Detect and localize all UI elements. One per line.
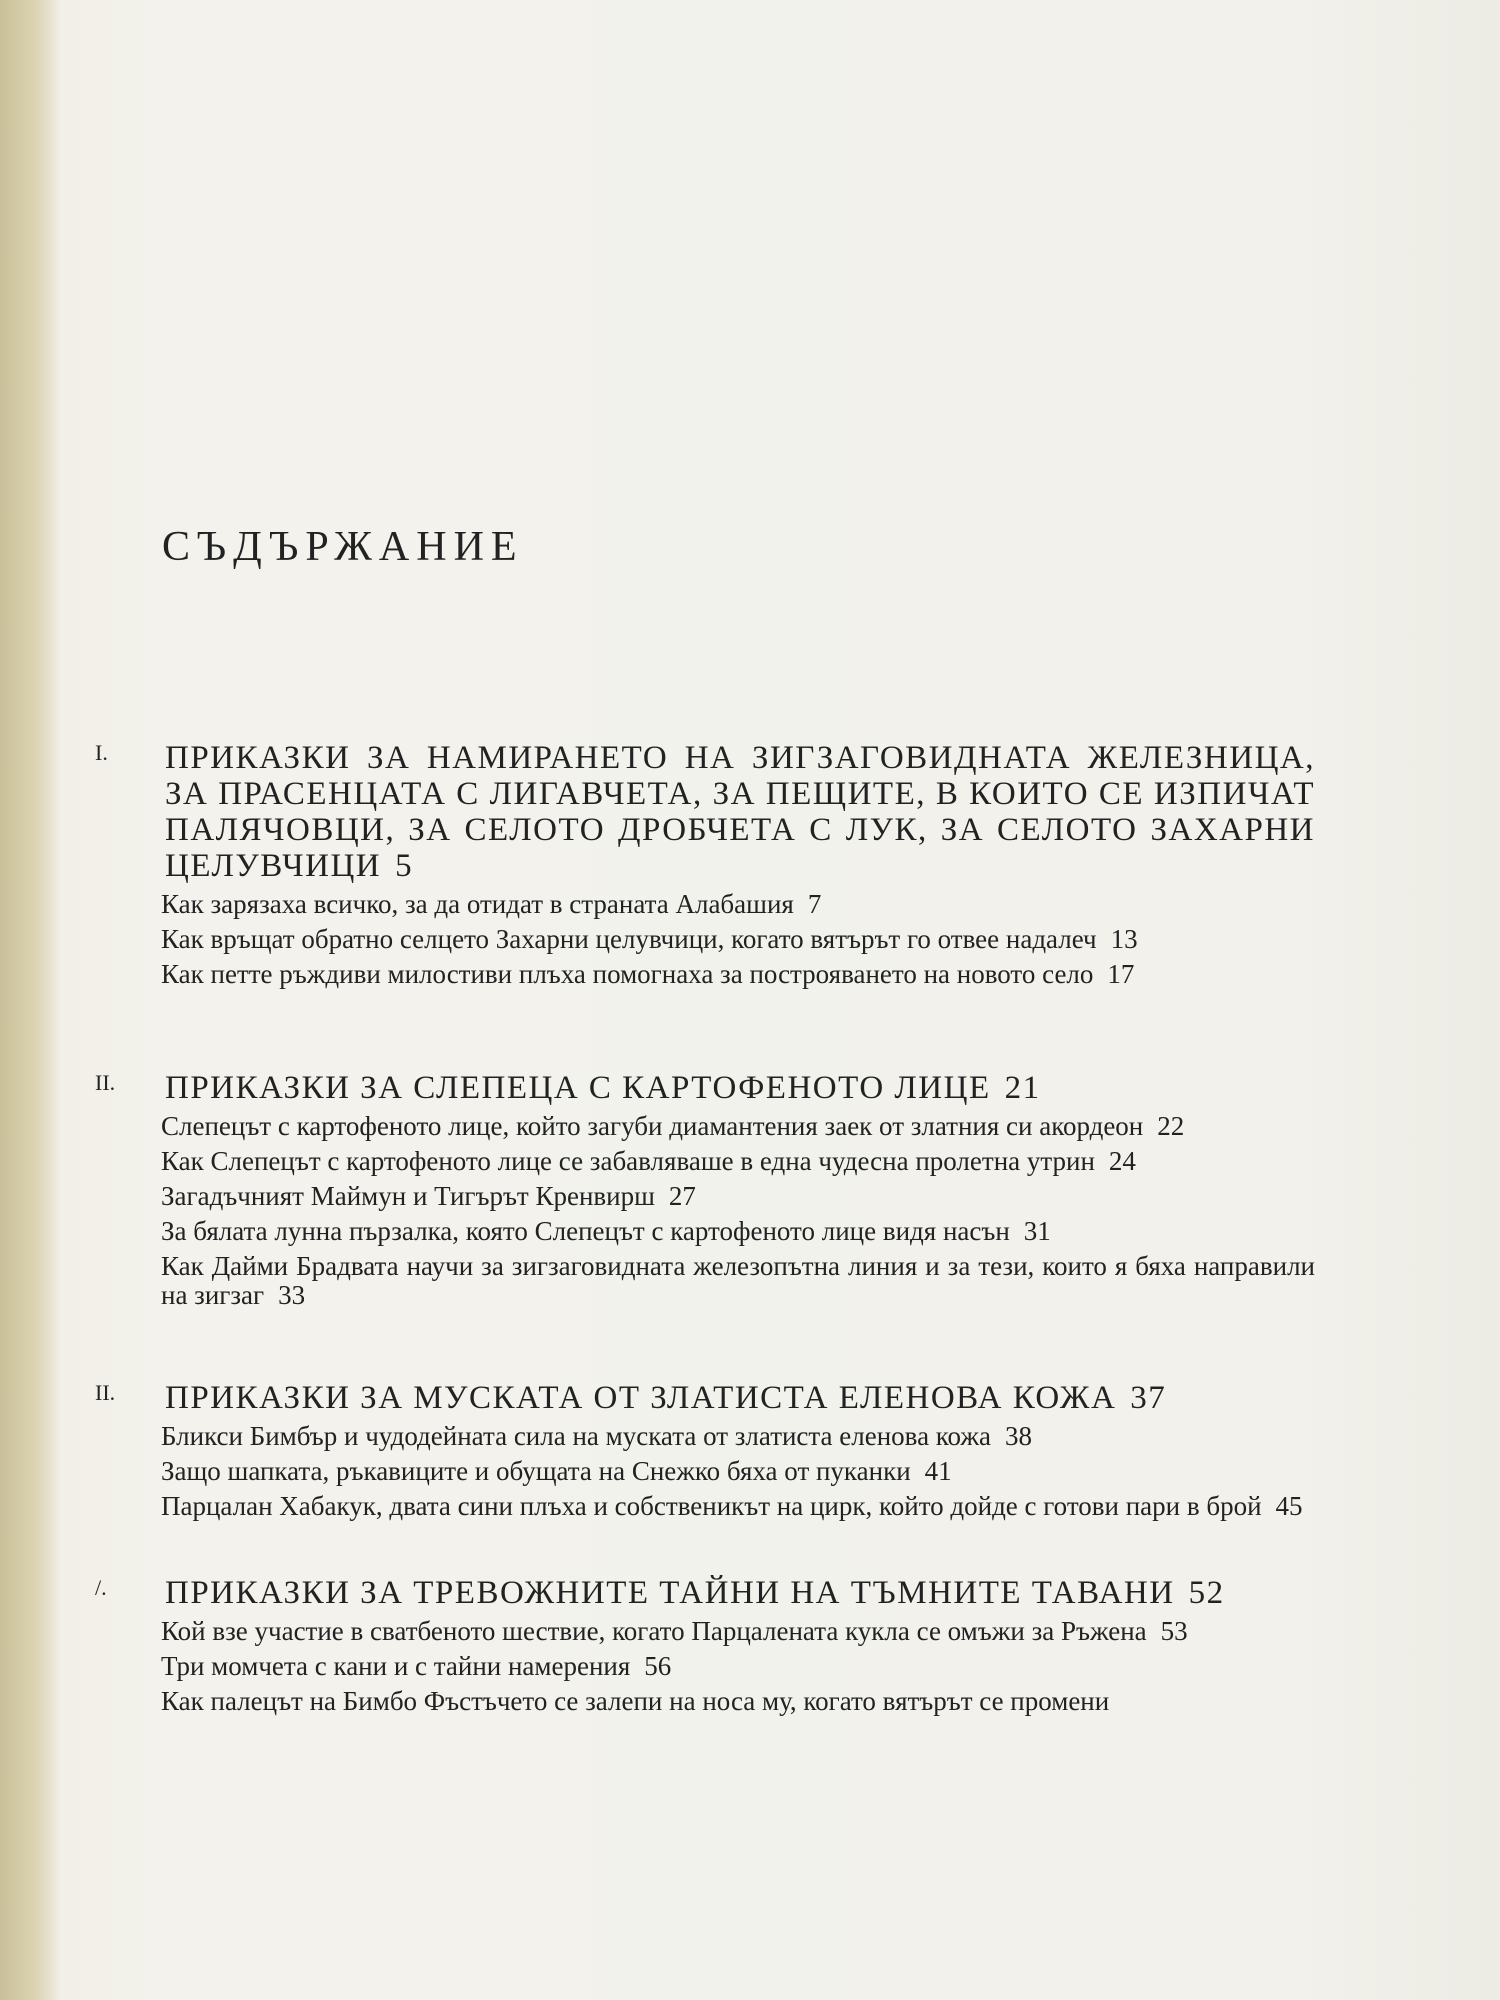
toc-entry-page: 38 [1005, 1421, 1033, 1451]
toc-entry [161, 1182, 1315, 1211]
toc-entry-text: Как палецът на Бимбо Фъстъчето се залепи на носа му, когато вятърът се промени [161, 1686, 1110, 1716]
toc-entry-text: Как Слепецът с картофеното лице се забавляваше в една чудесна пролетна утрин [161, 1146, 1095, 1176]
toc-entry-text: Три момчета с кани и с тайни намерения [161, 1651, 631, 1681]
section-heading-text: ПРИКАЗКИ ЗА ТРЕВОЖНИТЕ ТАЙНИ НА ТЪМНИТЕ ТАВАНИ [165, 1575, 1175, 1611]
toc-entry-page: 24 [1108, 1146, 1136, 1176]
toc-entry [161, 1252, 1315, 1310]
toc-entry-text: Кой взе участие в сватбеното шествие, когато Парцалената кукла се омъжи за Ръжена [161, 1616, 1147, 1646]
toc-entry [161, 1492, 1315, 1521]
toc-entry-text: Бликси Бимбър и чудодейната сила на муската от златиста еленова кожа [161, 1421, 992, 1451]
section-heading [165, 1380, 1315, 1416]
section-page-number: 37 [1130, 1380, 1167, 1416]
toc-entry [161, 1652, 1315, 1681]
page-gutter-shadow [0, 0, 60, 2000]
page-title: СЪДЪРЖАНИЕ [162, 524, 524, 570]
toc-entry-text: Как Дайми Брадвата научи за зигзаговидната железопътна линия и за тези, които я бяха направили на зигзаг [161, 1251, 1315, 1310]
toc-entry [161, 1147, 1315, 1176]
toc-section-3 [95, 1380, 1315, 1521]
toc-entry [161, 925, 1315, 954]
toc-entry-text: Загадъчният Маймун и Тигърът Кренвирш [161, 1181, 655, 1211]
toc-section-1 [95, 740, 1315, 989]
toc-entry [161, 960, 1315, 989]
toc-section-4 [95, 1575, 1315, 1716]
toc-entry-page: 33 [278, 1280, 306, 1310]
toc-entry [161, 890, 1315, 919]
toc-entry [161, 1217, 1315, 1246]
toc-entry-page: 17 [1107, 959, 1135, 989]
toc-entry-page: 22 [1157, 1111, 1185, 1141]
toc-entry [161, 1112, 1315, 1141]
toc-entry-text: Как зарязаха всичко, за да отидат в страната Алабашия [161, 889, 794, 919]
section-number: /. [95, 1575, 107, 1600]
toc-entry-text: Парцалан Хабакук, двата сини плъха и собственикът на цирк, който дойде с готови пари в брой [161, 1491, 1262, 1521]
toc-entry-text: Как връщат обратно селцето Захарни целувчици, когато вятърът го отвее надалеч [161, 924, 1097, 954]
section-heading [165, 1070, 1315, 1106]
section-page-number: 21 [1004, 1070, 1041, 1106]
section-heading-text: ПРИКАЗКИ ЗА МУСКАТА ОТ ЗЛАТИСТА ЕЛЕНОВА КОЖА [165, 1380, 1117, 1416]
toc-entry-text: За бялата лунна пързалка, която Слепецът с картофеното лице видя насън [161, 1216, 1010, 1246]
toc-entry-page: 27 [668, 1181, 696, 1211]
toc-entry [161, 1617, 1315, 1646]
section-number: II. [95, 1380, 116, 1405]
section-heading [165, 740, 1315, 884]
toc-entry-page: 7 [807, 889, 822, 919]
toc-entry-page: 45 [1275, 1491, 1303, 1521]
toc-entry-text: Защо шапката, ръкавиците и обущата на Снежко бяха от пуканки [161, 1456, 911, 1486]
toc-entry-page: 53 [1160, 1616, 1188, 1646]
section-heading-text: ПРИКАЗКИ ЗА НАМИРАНЕТО НА ЗИГЗАГОВИДНАТА ЖЕЛЕЗНИЦА, ЗА ПРАСЕНЦАТА С ЛИГАВЧЕТА, ЗА ПЕЩИТЕ, В КОИТО СЕ ИЗПИЧАТ ПАЛЯЧОВЦИ, ЗА СЕЛОТО ДРОБЧЕТА С ЛУК, ЗА СЕЛОТО ЗАХАРНИ ЦЕЛУВЧИЦИ [165, 740, 1315, 884]
toc-entry [161, 1457, 1315, 1486]
toc-entry [161, 1687, 1315, 1716]
toc-entry [161, 1422, 1315, 1451]
section-page-number: 5 [395, 848, 414, 884]
toc-entry-page: 41 [924, 1456, 952, 1486]
toc-entry-page: 13 [1110, 924, 1138, 954]
toc-entry-page: 31 [1023, 1216, 1051, 1246]
toc-section-2 [95, 1070, 1315, 1310]
section-number: II. [95, 1070, 116, 1095]
section-heading [165, 1575, 1315, 1611]
section-number: I. [95, 740, 108, 765]
section-heading-text: ПРИКАЗКИ ЗА СЛЕПЕЦА С КАРТОФЕНОТО ЛИЦЕ [165, 1070, 991, 1106]
toc-entry-text: Слепецът с картофеното лице, който загуби диамантения заек от златния си акордеон [161, 1111, 1144, 1141]
section-page-number: 52 [1188, 1575, 1225, 1611]
toc-entry-page: 56 [644, 1651, 672, 1681]
toc-entry-text: Как петте ръждиви милостиви плъха помогнаха за построяването на новото село [161, 959, 1094, 989]
